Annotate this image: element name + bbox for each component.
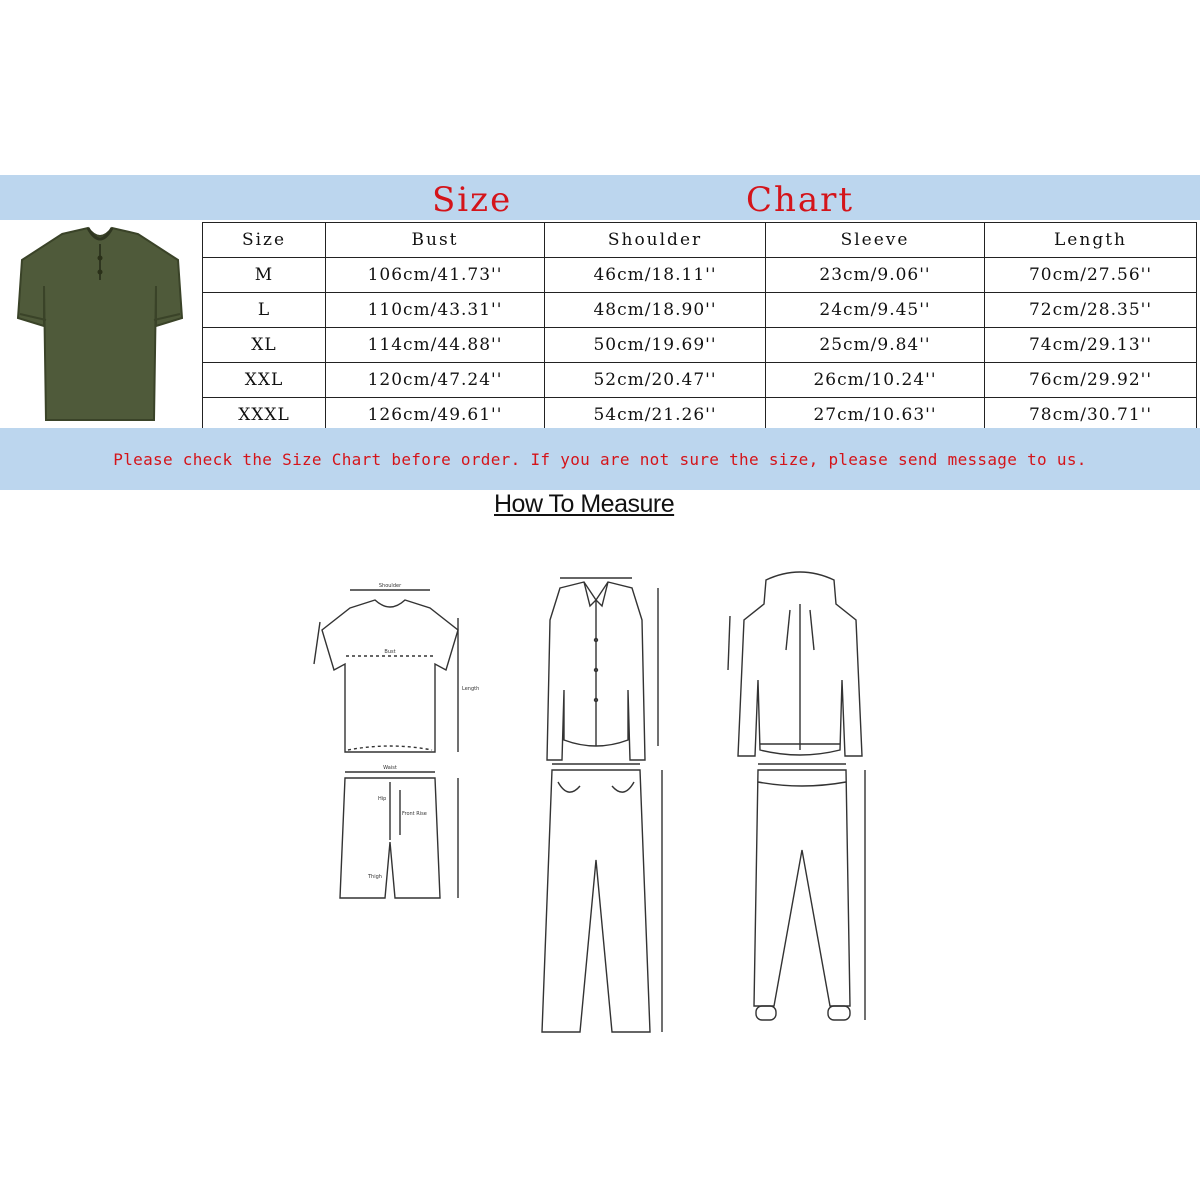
header-bust: Bust (326, 223, 545, 258)
header-shoulder: Shoulder (545, 223, 766, 258)
cell-shoulder: 46cm/18.11'' (545, 258, 766, 293)
cell-length: 72cm/28.35'' (985, 293, 1197, 328)
cell-shoulder: 54cm/21.26'' (545, 398, 766, 433)
tshirt-diagram-icon (314, 583, 479, 752)
table-row (203, 363, 1197, 398)
table-row (203, 328, 1197, 363)
cell-sleeve: 24cm/9.45'' (766, 293, 985, 328)
label-hip: Hip (378, 796, 387, 802)
cell-sleeve: 23cm/9.06'' (766, 258, 985, 293)
cell-bust: 114cm/44.88'' (326, 328, 545, 363)
henley-shirt-icon (10, 222, 190, 427)
title-size: Size (432, 180, 513, 220)
cell-sleeve: 27cm/10.63'' (766, 398, 985, 433)
cell-size: XXXL (203, 398, 326, 433)
cell-bust: 106cm/41.73'' (326, 258, 545, 293)
title-chart: Chart (746, 180, 855, 220)
how-to-measure-heading: How To Measure (494, 490, 675, 518)
cell-bust: 120cm/47.24'' (326, 363, 545, 398)
cell-shoulder: 52cm/20.47'' (545, 363, 766, 398)
product-image (10, 222, 190, 427)
joggers-diagram-icon (754, 764, 865, 1020)
cell-length: 76cm/29.92'' (985, 363, 1197, 398)
cell-size: L (203, 293, 326, 328)
header-sleeve: Sleeve (766, 223, 985, 258)
label-length: Length (462, 686, 480, 692)
header-band (0, 175, 1200, 220)
table-row (203, 293, 1197, 328)
label-shoulder: Shoulder (378, 583, 402, 589)
notice-text: Please check the Size Chart before order. If you are not sure the size, please send message to us. (113, 450, 1087, 469)
table-header-row (203, 223, 1197, 258)
cell-length: 70cm/27.56'' (985, 258, 1197, 293)
shorts-diagram-icon (340, 765, 458, 898)
header-length: Length (985, 223, 1197, 258)
label-thigh: Thigh (368, 874, 382, 880)
cell-size: XL (203, 328, 326, 363)
cell-length: 74cm/29.13'' (985, 328, 1197, 363)
cell-size: M (203, 258, 326, 293)
cell-sleeve: 25cm/9.84'' (766, 328, 985, 363)
measure-diagrams (290, 560, 910, 1040)
cell-length: 78cm/30.71'' (985, 398, 1197, 433)
hoodie-diagram-icon (728, 572, 862, 756)
cell-bust: 110cm/43.31'' (326, 293, 545, 328)
dress-shirt-diagram-icon (547, 578, 658, 760)
label-front-rise: Front Rise (402, 811, 427, 817)
cell-sleeve: 26cm/10.24'' (766, 363, 985, 398)
header-size: Size (203, 223, 326, 258)
label-waist: Waist (383, 765, 397, 771)
table-row (203, 258, 1197, 293)
cell-size: XXL (203, 363, 326, 398)
cell-shoulder: 48cm/18.90'' (545, 293, 766, 328)
jeans-diagram-icon (542, 764, 662, 1032)
size-table (202, 222, 1197, 433)
cell-shoulder: 50cm/19.69'' (545, 328, 766, 363)
label-bust: Bust (384, 649, 396, 655)
cell-bust: 126cm/49.61'' (326, 398, 545, 433)
